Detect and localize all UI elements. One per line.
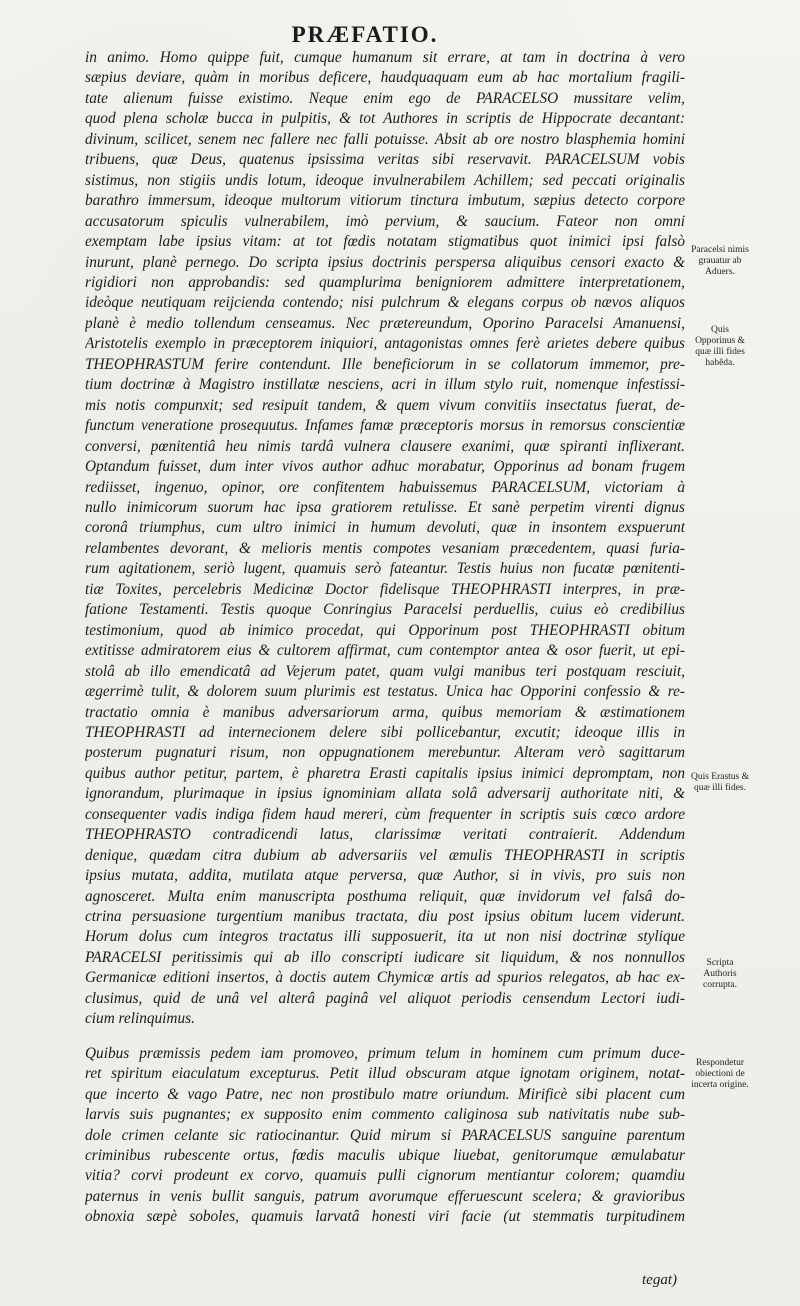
text-line: planè è medio tollendum censeamus. Nec prætereundum, Oporino Paracelsi Amanuensi,: [85, 314, 685, 332]
text-line: Aristotelis exemplo in præceptorem iniquiori, antagonistas omnes ferè arietes debere quibus: [85, 335, 685, 353]
text-line: fatione Testamenti. Testis quoque Conringius Paracelsi perduellis, cuius eò credibilius: [85, 601, 685, 619]
text-line: criminibus rubescente ortus, fœdis maculis ubique liuebat, genitorumque æmulabatur: [85, 1147, 685, 1165]
text-line: que incerto & vago Patre, nec non prostibulo matre oriundum. Mirificè sibi placent cum: [85, 1085, 685, 1103]
text-line: divinum, scilicet, senem nec fallere nec falli potuisse. Absit ab ore nostro blasphemia homini: [85, 130, 685, 148]
paragraph-2: [85, 1044, 685, 1228]
running-head: PRÆFATIO.: [291, 22, 439, 47]
text-line: obnoxia sæpè soboles, quamuis larvatâ honesti viri facie (ut stemmatis turpitudinem: [85, 1208, 685, 1226]
text-line: Horum dolus cum integros tractatus illi supposuerit, ita ut non nisi doctrinæ stylique: [85, 928, 685, 946]
text-line: quod plena scholæ bucca in pulpitis, & tot Authores in scriptis de Hippocrate decantant:: [85, 110, 685, 128]
paragraph-1: [85, 48, 685, 1030]
text-line: barathro immersum, ideoque multorum vitiorum tinctura imbutum, sæpius detecto corpore: [85, 192, 685, 210]
text-line: accusatorum spiculis vulnerabilem, imò pervium, & saucium. Fateor non omni: [85, 212, 685, 230]
paragraph-gap: [85, 1030, 685, 1044]
margin-note-4: Scripta Authoris corrupta.: [702, 958, 738, 990]
text-line: functum veneratione prosequutus. Infames famæ præceptoris morsus in remorsus conscientiæ: [85, 417, 685, 435]
text-line: relambentes devorant, & melioris mentis compotes vesaniam præcedentem, quasi furia-: [85, 539, 685, 557]
text-line: in animo. Homo quippe fuit, cumque humanum sit errare, at tam in doctrina à vero: [85, 49, 685, 66]
text-line: nullo inimicorum suorum hac ipsa gratiorem retulisse. Et sanè perpetim virenti dignus: [85, 498, 685, 516]
text-line: THEOPHRASTUM ferire contendunt. Ille beneficiorum in se collatorum immemor, pre-: [85, 355, 685, 373]
text-line: Quibus præmissis pedem iam promoveo, primum telum in hominem cum primum duce-: [85, 1044, 685, 1062]
text-line: denique, quædam citra dubium ab adversariis vel æmulis THEOPHRASTI in scriptis: [85, 846, 685, 864]
text-line: dole crimen celante sic ratiocinantur. Quid mirum si PARACELSUS sanguine parentum: [85, 1126, 685, 1144]
text-line: rediisset, ingenuo, opinor, ore confitentem habuissemus PARACELSUM, victoriam à: [85, 478, 685, 496]
text-line: tiæ Toxites, percelebris Medicinæ Doctor fidelisque THEOPHRASTI interpres, in præ-: [85, 580, 685, 598]
text-line: Germanicæ editioni insertos, à doctis autem Chymicæ artis ad spurios relegatos, ab hac ex-: [85, 969, 685, 987]
text-line: coronâ triumphus, cum ultro inimici in humum devoluti, quæ in insontem exspuerunt: [85, 519, 685, 537]
text-line: consequenter vadis indiga fidem haud mereri, cùm frequenter in scriptis suis cœco ardore: [85, 805, 685, 823]
text-line: ignorandum, plurimaque in ipsius ignominiam allata solâ adversarij authoritate niti, &: [85, 785, 685, 803]
text-line: agnosceret. Multa enim manuscripta posthuma reliquit, quæ invidorum vel falsâ do-: [85, 887, 685, 905]
text-line: Optandum fuisset, dum inter vivos author adhuc morabatur, Opporinus ad bonam frugem: [85, 458, 685, 476]
text-line: larvis suis pugnantes; ex supposito enim commento caliginosa sub nativitatis nube sub-: [85, 1106, 685, 1124]
text-line: PARACELSI peritissimis qui ab illo conscripti iudicare sit liquidum, & nos nonnullos: [85, 948, 685, 966]
text-line: mis notis compunxit; sed resipuit tandem, & quem vivum convitiis insectatus fuerat, de-: [85, 396, 685, 414]
text-line: tate alienum fuisse existimo. Neque enim ego de PARACELSO mussitare velim,: [85, 89, 685, 107]
text-line: stolâ ab illo emendicatâ ad Vejerum patet, quam vulgi manibus teri postquam resciuit,: [85, 662, 685, 680]
text-line: quibus author petitur, partem, è pharetra Erasti capitalis ipsius inimici depromptam, non: [85, 764, 685, 782]
text-line: inurunt, planè pernego. Do scripta ipsius doctrinis perspersa aliquibus censori exacto &: [85, 253, 685, 271]
text-line: tractatio omnia è manibus adversariorum arma, quibus memoriam & æstimationem: [85, 703, 685, 721]
text-line: cium relinquimus.: [85, 1010, 195, 1028]
text-line: ret spiritum eiaculatum excepturus. Petit illud obscuram atque ignotam originem, notat-: [85, 1065, 685, 1083]
text-line: ægerrimè tulit, & dolorem suum plurimis est testatus. Unica hac Opporini confessio & re-: [85, 683, 685, 701]
text-line: tium doctrinæ à Magistro instillatæ nesciens, acri in illum stylo ruit, nomenque infestissi-: [85, 376, 685, 394]
text-line: posterum pugnaturi risum, non oppugnationem merebuntur. Alteram verò sagittarum: [85, 744, 685, 762]
text-line: ipsius mutata, addita, mutilata atque perversa, quæ Author, si in vivis, pro suis non: [85, 867, 685, 885]
text-line: tribuens, quæ Deus, quatenus ipsissima veritas sibi reservavit. PARACELSUM vobis: [85, 151, 685, 169]
text-line: conversi, pœnitentiâ heu nimis tardâ vulnera clausere exanimi, quæ spiranti inflixerant.: [85, 437, 685, 455]
text-line: ctrina persuasione turgentium manibus tractata, diu post ipsius obitum lucem viderunt.: [85, 908, 685, 926]
margin-note-5: Respondetur obiectioni de incerta origine.: [691, 1058, 749, 1090]
text-line: THEOPHRASTI ad internecionem delere sibi pollicebantur, excutit; ideoque illis in: [85, 723, 685, 741]
text-line: vitia? corvi prodeunt ex corvo, quamuis pulli cignorum mentiantur colorem; quamdiu: [85, 1167, 685, 1185]
text-line: sistimus, non stigiis undis lotum, ideoque invulnerabilem Achillem; sed peccati originalis: [85, 171, 685, 189]
text-line: extitisse admiratorem eius & cultorem affirmat, cum contemptor antea & osor fuerit, ut epi-: [85, 642, 685, 660]
text-line: THEOPHRASTO contradicendi latus, clarissimæ veritati contraierit. Addendum: [85, 826, 685, 844]
main-text: [85, 48, 685, 1228]
text-line: clusimus, quid de unâ vel alterâ paginâ vel aliquot periodis censendum Lectori iudi-: [85, 989, 685, 1007]
text-line: paternus in venis bullit sanguis, patrum avorumque efferuescunt scelera; & gravioribus: [85, 1187, 685, 1205]
text-line: sæpius deviare, quàm in moribus deficere, haudquaquam eum ab hac mortalium fragili-: [85, 69, 685, 87]
margin-note-2: Quis Opporinus & quæ illi fides habêda.: [695, 325, 745, 368]
margin-note-3: Quis Erastus & quæ illi fides.: [690, 772, 750, 793]
text-line: exemptam labe ipsius vitam: at tot fœdis notatam stigmatibus quot inimici ipsi falsò: [85, 233, 685, 251]
margin-note-1: Paracelsi nimis grauatur ab Aduers.: [691, 245, 749, 277]
text-line: ideòque neutiquam reijcienda contendo; nisi pulchrum & elegans corpus ob nævos aliquos: [85, 294, 685, 312]
text-line: rigidiori non approbandis: sed quamplurima benigniorem admittere interpretationem,: [85, 273, 685, 291]
catchword: tegat): [642, 1272, 677, 1288]
text-line: testimonium, quod ab inimico procedat, qui Opporinum post THEOPHRASTI obitum: [85, 621, 685, 639]
text-line: rum agitationem, seriò lugent, quamuis serò fateantur. Testis huius non fucatæ pœnitenti-: [85, 560, 685, 578]
